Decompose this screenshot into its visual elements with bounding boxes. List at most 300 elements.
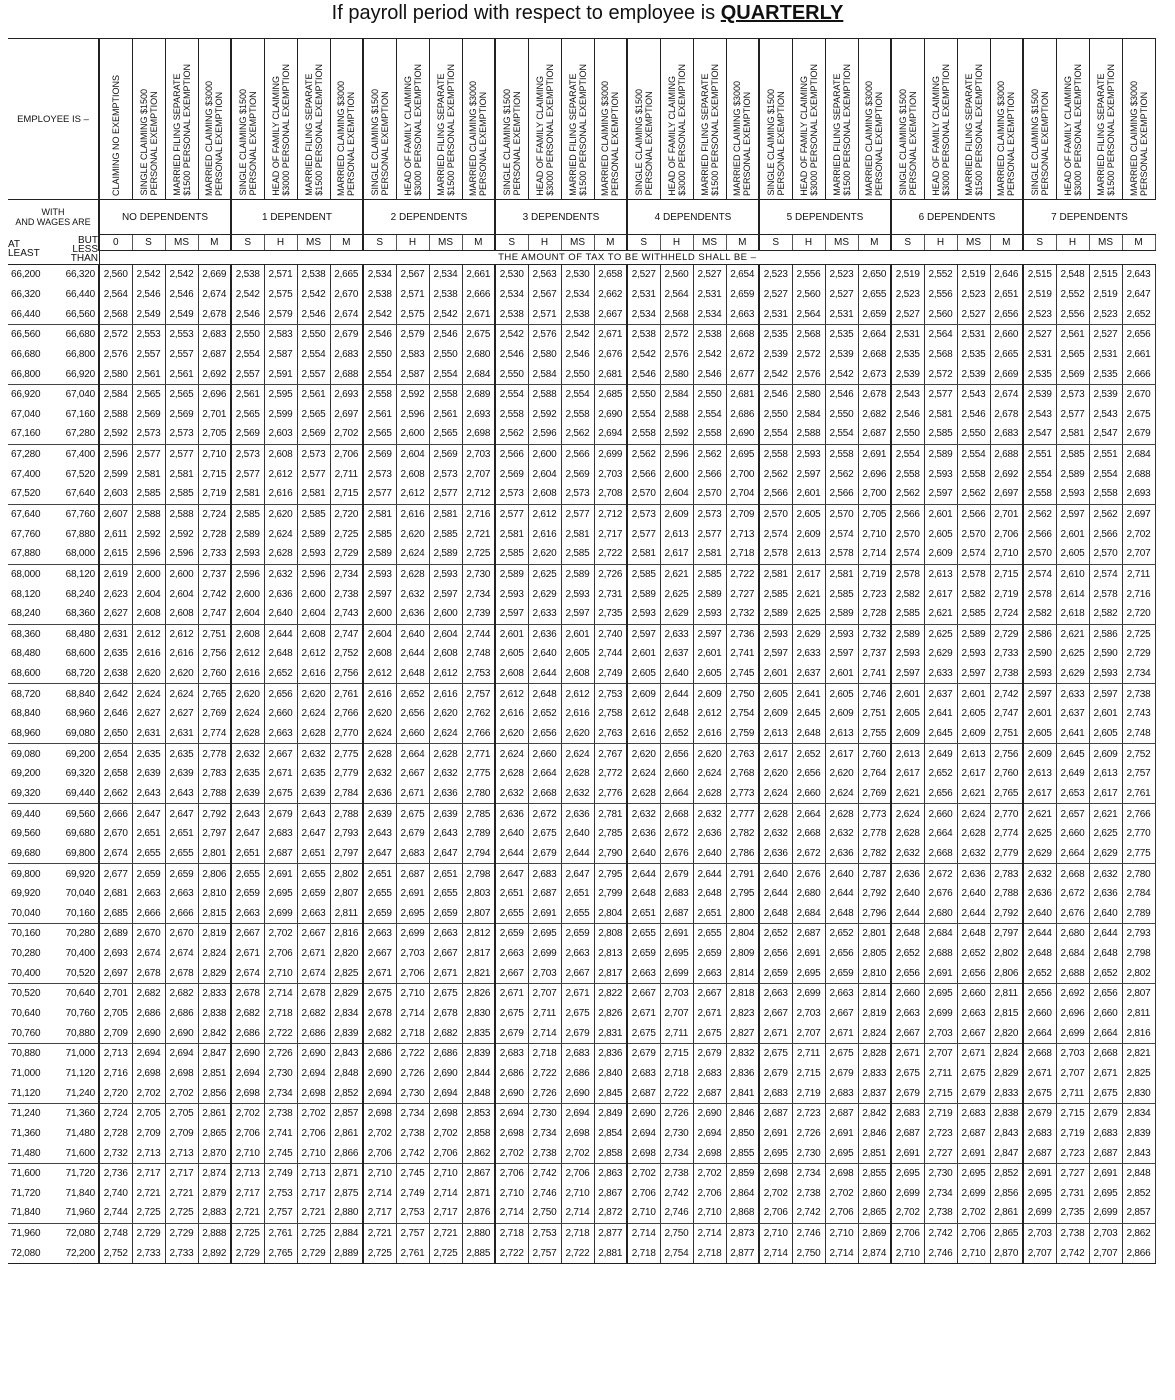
tax-amount-cell: 2,691 — [825, 1124, 858, 1144]
tax-amount-cell: 2,551 — [1089, 444, 1122, 464]
tax-amount-cell: 2,725 — [231, 1223, 264, 1243]
tax-amount-cell: 2,656 — [396, 704, 429, 724]
tax-amount-cell: 2,608 — [561, 664, 594, 684]
tax-amount-cell: 2,723 — [924, 1124, 957, 1144]
tax-amount-cell: 2,705 — [99, 1004, 132, 1024]
tax-amount-cell: 2,722 — [264, 1023, 297, 1043]
tax-amount-cell: 2,581 — [825, 564, 858, 584]
tax-amount-cell: 2,721 — [231, 1203, 264, 1223]
tax-amount-cell: 2,570 — [627, 484, 660, 504]
tax-amount-cell: 2,659 — [429, 904, 462, 924]
tax-amount-cell: 2,679 — [759, 1064, 792, 1084]
tax-amount-cell: 2,690 — [594, 404, 627, 424]
tax-amount-cell: 2,757 — [396, 1223, 429, 1243]
tax-amount-cell: 2,610 — [1056, 564, 1089, 584]
tax-amount-cell: 2,659 — [627, 944, 660, 964]
wage-but-less-than: 68,960 — [53, 704, 99, 724]
tax-amount-cell: 2,694 — [693, 1124, 726, 1144]
tax-amount-cell: 2,641 — [924, 704, 957, 724]
tax-amount-cell: 2,699 — [792, 984, 825, 1004]
tax-amount-cell: 2,880 — [330, 1203, 363, 1223]
tax-amount-cell: 2,589 — [957, 624, 990, 644]
tax-amount-cell: 2,593 — [297, 544, 330, 564]
tax-amount-cell: 2,785 — [594, 824, 627, 844]
wage-but-less-than: 66,680 — [53, 324, 99, 344]
tax-amount-cell: 2,608 — [363, 644, 396, 664]
wage-but-less-than: 71,240 — [53, 1083, 99, 1103]
tax-amount-cell: 2,667 — [957, 1023, 990, 1043]
tax-amount-cell: 2,797 — [330, 844, 363, 864]
tax-amount-cell: 2,624 — [561, 744, 594, 764]
tax-amount-cell: 2,616 — [165, 644, 198, 664]
tax-amount-cell: 2,708 — [594, 484, 627, 504]
tax-amount-cell: 2,671 — [825, 1023, 858, 1043]
wage-at-least: 66,320 — [11, 288, 41, 300]
wage-at-least: 69,200 — [11, 768, 41, 780]
tax-amount-cell: 2,880 — [462, 1223, 495, 1243]
tax-amount-cell: 2,738 — [396, 1124, 429, 1144]
tax-amount-cell: 2,743 — [1122, 704, 1155, 724]
tax-amount-cell: 2,761 — [330, 684, 363, 704]
tax-amount-cell: 2,698 — [165, 1064, 198, 1084]
tax-amount-cell: 2,558 — [1023, 484, 1056, 504]
tax-amount-cell: 2,597 — [693, 624, 726, 644]
tax-amount-cell: 2,707 — [1122, 544, 1155, 564]
tax-amount-cell: 2,605 — [957, 704, 990, 724]
tax-amount-cell: 2,523 — [825, 265, 858, 285]
wage-but-less-than: 66,920 — [53, 364, 99, 384]
tax-amount-cell: 2,573 — [693, 504, 726, 524]
tax-amount-cell: 2,561 — [363, 404, 396, 424]
tax-amount-cell: 2,836 — [726, 1064, 759, 1084]
tax-amount-cell: 2,678 — [990, 404, 1023, 424]
tax-amount-cell: 2,554 — [957, 444, 990, 464]
tax-amount-cell: 2,656 — [759, 944, 792, 964]
tax-amount-cell: 2,624 — [957, 804, 990, 824]
tax-amount-cell: 2,819 — [858, 1004, 891, 1024]
tax-amount-cell: 2,751 — [198, 624, 231, 644]
tax-amount-cell: 2,698 — [693, 1143, 726, 1163]
tax-amount-cell: 2,578 — [891, 564, 924, 584]
tax-amount-cell: 2,738 — [1056, 1223, 1089, 1243]
tax-amount-cell: 2,820 — [330, 944, 363, 964]
tax-amount-cell: 2,760 — [858, 744, 891, 764]
tax-amount-cell: 2,672 — [1056, 884, 1089, 904]
tax-amount-cell: 2,550 — [759, 404, 792, 424]
tax-amount-cell: 2,640 — [957, 884, 990, 904]
tax-amount-cell: 2,593 — [363, 564, 396, 584]
tax-amount-cell: 2,706 — [264, 944, 297, 964]
tax-amount-cell: 2,711 — [330, 464, 363, 484]
tax-amount-cell: 2,692 — [198, 364, 231, 384]
tax-amount-cell: 2,785 — [462, 804, 495, 824]
tax-amount-cell: 2,612 — [132, 624, 165, 644]
tax-amount-cell: 2,660 — [924, 804, 957, 824]
tax-amount-cell: 2,869 — [858, 1223, 891, 1243]
table-row — [8, 265, 1155, 285]
tax-amount-cell: 2,655 — [561, 904, 594, 924]
wage-at-least: 67,400 — [11, 468, 41, 480]
tax-amount-cell: 2,683 — [627, 1064, 660, 1084]
tax-amount-cell: 2,612 — [429, 664, 462, 684]
tax-amount-cell: 2,728 — [858, 604, 891, 624]
tax-amount-cell: 2,745 — [264, 1143, 297, 1163]
tax-amount-cell: 2,767 — [594, 744, 627, 764]
tax-amount-cell: 2,732 — [99, 1143, 132, 1163]
tax-amount-cell: 2,674 — [990, 384, 1023, 404]
tax-amount-cell: 2,848 — [462, 1083, 495, 1103]
wage-but-less-than: 67,160 — [53, 404, 99, 424]
tax-amount-cell: 2,632 — [627, 804, 660, 824]
tax-amount-cell: 2,734 — [1122, 664, 1155, 684]
tax-amount-cell: 2,710 — [561, 1183, 594, 1203]
tax-amount-cell: 2,624 — [627, 764, 660, 784]
tax-amount-cell: 2,543 — [1023, 404, 1056, 424]
tax-amount-cell: 2,601 — [957, 684, 990, 704]
column-code: MS — [825, 235, 858, 251]
tax-amount-cell: 2,625 — [1056, 644, 1089, 664]
tax-amount-cell: 2,644 — [693, 864, 726, 884]
tax-amount-cell: 2,535 — [825, 324, 858, 344]
tax-amount-cell: 2,742 — [660, 1183, 693, 1203]
tax-amount-cell: 2,571 — [264, 265, 297, 285]
tax-amount-cell: 2,738 — [330, 584, 363, 604]
tax-amount-cell: 2,527 — [759, 285, 792, 305]
tax-amount-cell: 2,577 — [924, 384, 957, 404]
tax-amount-cell: 2,765 — [990, 784, 1023, 804]
tax-amount-cell: 2,593 — [792, 444, 825, 464]
title-prefix: If payroll period with respect to employee is — [331, 2, 721, 24]
tax-amount-cell: 2,678 — [165, 963, 198, 983]
tax-amount-cell: 2,640 — [1023, 904, 1056, 924]
tax-amount-cell: 2,613 — [825, 724, 858, 744]
tax-amount-cell: 2,625 — [792, 604, 825, 624]
column-code: H — [792, 235, 825, 251]
column-code: S — [759, 235, 792, 251]
tax-amount-cell: 2,535 — [1023, 364, 1056, 384]
tax-amount-cell: 2,707 — [660, 1004, 693, 1024]
tax-amount-cell: 2,686 — [297, 1023, 330, 1043]
tax-amount-cell: 2,561 — [132, 364, 165, 384]
tax-amount-cell: 2,534 — [363, 265, 396, 285]
tax-amount-cell: 2,632 — [957, 844, 990, 864]
tax-amount-cell: 2,703 — [924, 1023, 957, 1043]
tax-amount-cell: 2,684 — [792, 904, 825, 924]
tax-amount-cell: 2,600 — [429, 604, 462, 624]
tax-amount-cell: 2,714 — [429, 1183, 462, 1203]
tax-amount-cell: 2,722 — [495, 1243, 528, 1263]
tax-amount-cell: 2,861 — [330, 1124, 363, 1144]
wage-but-less-than: 71,720 — [53, 1163, 99, 1183]
tax-amount-cell: 2,722 — [594, 544, 627, 564]
tax-amount-cell: 2,613 — [792, 544, 825, 564]
tax-amount-cell: 2,709 — [132, 1124, 165, 1144]
tax-amount-cell: 2,643 — [363, 824, 396, 844]
tax-amount-cell: 2,621 — [792, 584, 825, 604]
column-header-3dep-ms — [561, 39, 594, 200]
tax-amount-cell: 2,628 — [297, 724, 330, 744]
tax-amount-cell: 2,664 — [396, 744, 429, 764]
tax-amount-cell: 2,648 — [792, 724, 825, 744]
column-header-label: SINGLE CLAIMING $1500 PERSONAL EXEMPTION — [765, 89, 786, 196]
column-code: H — [396, 235, 429, 251]
tax-amount-cell: 2,793 — [330, 824, 363, 844]
tax-amount-cell: 2,620 — [363, 704, 396, 724]
tax-amount-cell: 2,743 — [330, 604, 363, 624]
table-row — [8, 285, 1155, 305]
tax-amount-cell: 2,702 — [825, 1183, 858, 1203]
tax-amount-cell: 2,660 — [1056, 824, 1089, 844]
tax-amount-cell: 2,697 — [1122, 504, 1155, 524]
tax-amount-cell: 2,698 — [825, 1163, 858, 1183]
column-header-label: MARRIED CLAIMING $3000 PERSONAL EXEMPTION — [864, 80, 885, 196]
tax-amount-cell: 2,621 — [1056, 624, 1089, 644]
tax-amount-cell: 2,659 — [165, 864, 198, 884]
tax-amount-cell: 2,788 — [990, 884, 1023, 904]
tax-amount-cell: 2,685 — [594, 384, 627, 404]
tax-amount-cell: 2,648 — [759, 904, 792, 924]
tax-amount-cell: 2,558 — [1089, 484, 1122, 504]
tax-amount-cell: 2,700 — [858, 484, 891, 504]
tax-amount-cell: 2,748 — [99, 1223, 132, 1243]
tax-amount-cell: 2,539 — [759, 345, 792, 365]
tax-amount-cell: 2,849 — [594, 1103, 627, 1123]
tax-amount-cell: 2,651 — [132, 824, 165, 844]
tax-amount-cell: 2,560 — [924, 304, 957, 324]
wage-but-less-than: 66,560 — [53, 304, 99, 324]
tax-amount-cell: 2,695 — [1089, 1183, 1122, 1203]
tax-amount-cell: 2,573 — [363, 464, 396, 484]
tax-amount-cell: 2,680 — [792, 884, 825, 904]
tax-amount-cell: 2,810 — [198, 884, 231, 904]
tax-amount-cell: 2,711 — [792, 1043, 825, 1063]
tax-amount-cell: 2,547 — [1089, 424, 1122, 444]
tax-amount-cell: 2,554 — [1023, 464, 1056, 484]
wage-at-least: 70,040 — [8, 904, 53, 924]
tax-amount-cell: 2,601 — [693, 644, 726, 664]
tax-amount-cell: 2,714 — [396, 1004, 429, 1024]
tax-amount-cell: 2,542 — [165, 265, 198, 285]
tax-amount-cell: 2,655 — [627, 924, 660, 944]
tax-amount-cell: 2,825 — [330, 963, 363, 983]
tax-amount-cell: 2,560 — [660, 265, 693, 285]
tax-amount-cell: 2,718 — [528, 1043, 561, 1063]
tax-amount-cell: 2,593 — [627, 604, 660, 624]
tax-amount-cell: 2,691 — [858, 444, 891, 464]
tax-amount-cell: 2,628 — [759, 804, 792, 824]
tax-amount-cell: 2,585 — [165, 484, 198, 504]
tax-amount-cell: 2,706 — [429, 1143, 462, 1163]
tax-amount-cell: 2,801 — [858, 924, 891, 944]
tax-amount-cell: 2,580 — [792, 384, 825, 404]
table-row — [8, 924, 1155, 944]
table-row — [8, 904, 1155, 924]
tax-amount-cell: 2,725 — [462, 544, 495, 564]
tax-amount-cell: 2,565 — [165, 384, 198, 404]
tax-amount-cell: 2,754 — [726, 704, 759, 724]
tax-amount-cell: 2,710 — [396, 984, 429, 1004]
tax-amount-cell: 2,612 — [528, 504, 561, 524]
tax-amount-cell: 2,671 — [396, 784, 429, 804]
tax-amount-cell: 2,676 — [594, 345, 627, 365]
tax-amount-cell: 2,819 — [198, 924, 231, 944]
column-code: MS — [561, 235, 594, 251]
tax-amount-cell: 2,568 — [99, 304, 132, 324]
tax-amount-cell: 2,659 — [495, 924, 528, 944]
column-header-6dep-h — [924, 39, 957, 200]
tax-amount-cell: 2,612 — [561, 684, 594, 704]
tax-amount-cell: 2,679 — [528, 844, 561, 864]
tax-amount-cell: 2,730 — [792, 1143, 825, 1163]
tax-amount-cell: 2,779 — [330, 764, 363, 784]
tax-amount-cell: 2,725 — [330, 524, 363, 544]
tax-amount-cell: 2,738 — [264, 1103, 297, 1123]
tax-amount-cell: 2,636 — [1089, 884, 1122, 904]
tax-amount-cell: 2,566 — [1023, 524, 1056, 544]
column-header-label: SINGLE CLAIMING $1500 PERSONAL EXEMPTION — [633, 89, 654, 196]
wage-at-least: 69,440 — [11, 808, 41, 820]
tax-amount-cell: 2,701 — [99, 984, 132, 1004]
tax-amount-cell: 2,595 — [264, 384, 297, 404]
tax-amount-cell: 2,600 — [132, 564, 165, 584]
tax-amount-cell: 2,717 — [594, 524, 627, 544]
tax-amount-cell: 2,542 — [693, 345, 726, 365]
tax-amount-cell: 2,725 — [132, 1203, 165, 1223]
tax-amount-cell: 2,683 — [759, 1083, 792, 1103]
tax-amount-cell: 2,707 — [792, 1023, 825, 1043]
tax-amount-cell: 2,683 — [891, 1103, 924, 1123]
tax-amount-cell: 2,718 — [561, 1223, 594, 1243]
tax-amount-cell: 2,556 — [924, 285, 957, 305]
tax-amount-cell: 2,664 — [660, 784, 693, 804]
tax-amount-cell: 2,624 — [429, 724, 462, 744]
tax-amount-cell: 2,663 — [231, 904, 264, 924]
tax-amount-cell: 2,719 — [792, 1083, 825, 1103]
tax-amount-cell: 2,605 — [1089, 724, 1122, 744]
tax-amount-cell: 2,659 — [561, 924, 594, 944]
tax-amount-cell: 2,604 — [231, 604, 264, 624]
column-code: MS — [165, 235, 198, 251]
tax-amount-cell: 2,723 — [858, 584, 891, 604]
tax-amount-cell: 2,656 — [1122, 324, 1155, 344]
tax-amount-cell: 2,654 — [726, 265, 759, 285]
tax-amount-cell: 2,774 — [198, 724, 231, 744]
tax-amount-cell: 2,581 — [297, 484, 330, 504]
tax-amount-cell: 2,734 — [924, 1183, 957, 1203]
tax-amount-cell: 2,713 — [132, 1143, 165, 1163]
tax-amount-cell: 2,643 — [429, 824, 462, 844]
tax-amount-cell: 2,810 — [858, 963, 891, 983]
tax-amount-cell: 2,640 — [891, 884, 924, 904]
tax-amount-cell: 2,710 — [363, 1163, 396, 1183]
tax-amount-cell: 2,628 — [363, 744, 396, 764]
table-row — [8, 345, 1155, 365]
tax-amount-cell: 2,631 — [165, 724, 198, 744]
column-code: H — [1056, 235, 1089, 251]
tax-amount-cell: 2,554 — [561, 384, 594, 404]
tax-amount-cell: 2,730 — [528, 1103, 561, 1123]
tax-amount-cell: 2,589 — [627, 584, 660, 604]
tax-amount-cell: 2,822 — [594, 984, 627, 1004]
tax-amount-cell: 2,805 — [858, 944, 891, 964]
tax-amount-cell: 2,562 — [759, 464, 792, 484]
tax-amount-cell: 2,737 — [198, 564, 231, 584]
tax-amount-cell: 2,616 — [264, 484, 297, 504]
tax-amount-cell: 2,550 — [231, 324, 264, 344]
tax-amount-cell: 2,690 — [363, 1064, 396, 1084]
tax-amount-cell: 2,848 — [330, 1064, 363, 1084]
tax-amount-cell: 2,851 — [858, 1143, 891, 1163]
tax-amount-cell: 2,589 — [693, 584, 726, 604]
tax-amount-cell: 2,782 — [858, 844, 891, 864]
tax-amount-cell: 2,699 — [528, 944, 561, 964]
tax-amount-cell: 2,573 — [165, 424, 198, 444]
tax-amount-cell: 2,671 — [297, 944, 330, 964]
tax-amount-cell: 2,597 — [429, 584, 462, 604]
tax-amount-cell: 2,683 — [825, 1083, 858, 1103]
tax-amount-cell: 2,593 — [759, 624, 792, 644]
tax-amount-cell: 2,678 — [231, 984, 264, 1004]
tax-amount-cell: 2,693 — [1122, 484, 1155, 504]
tax-amount-cell: 2,770 — [990, 804, 1023, 824]
tax-amount-cell: 2,715 — [792, 1064, 825, 1084]
tax-amount-cell: 2,603 — [264, 424, 297, 444]
column-header-none-s — [132, 39, 165, 200]
tax-amount-cell: 2,580 — [99, 364, 132, 384]
tax-amount-cell: 2,703 — [594, 464, 627, 484]
tax-amount-cell: 2,530 — [495, 265, 528, 285]
tax-amount-cell: 2,883 — [198, 1203, 231, 1223]
tax-amount-cell: 2,705 — [165, 1103, 198, 1123]
table-row — [8, 884, 1155, 904]
tax-amount-cell: 2,738 — [660, 1163, 693, 1183]
tax-amount-cell: 2,694 — [627, 1124, 660, 1144]
tax-amount-cell: 2,829 — [990, 1064, 1023, 1084]
tax-amount-cell: 2,581 — [924, 404, 957, 424]
tax-amount-cell: 2,619 — [99, 564, 132, 584]
tax-amount-cell: 2,652 — [264, 664, 297, 684]
tax-amount-cell: 2,617 — [660, 544, 693, 564]
tax-amount-cell: 2,706 — [990, 524, 1023, 544]
tax-amount-cell: 2,704 — [726, 484, 759, 504]
tax-amount-cell: 2,691 — [1023, 1163, 1056, 1183]
tax-amount-cell: 2,865 — [990, 1223, 1023, 1243]
tax-amount-cell: 2,624 — [693, 764, 726, 784]
tax-amount-cell: 2,612 — [264, 464, 297, 484]
tax-amount-cell: 2,588 — [99, 404, 132, 424]
tax-amount-cell: 2,550 — [891, 424, 924, 444]
tax-amount-cell: 2,652 — [528, 704, 561, 724]
tax-amount-cell: 2,694 — [594, 424, 627, 444]
tax-amount-cell: 2,770 — [330, 724, 363, 744]
table-row — [8, 564, 1155, 584]
wage-but-less-than: 66,800 — [53, 345, 99, 365]
tax-amount-cell: 2,523 — [759, 265, 792, 285]
tax-amount-cell: 2,655 — [858, 285, 891, 305]
tax-amount-cell: 2,668 — [528, 784, 561, 804]
table-row — [8, 1023, 1155, 1043]
tax-amount-cell: 2,613 — [1089, 764, 1122, 784]
tax-amount-cell: 2,679 — [891, 1083, 924, 1103]
tax-amount-cell: 2,562 — [891, 484, 924, 504]
tax-amount-cell: 2,565 — [363, 424, 396, 444]
tax-amount-cell: 2,710 — [693, 1203, 726, 1223]
tax-amount-cell: 2,865 — [858, 1203, 891, 1223]
tax-amount-cell: 2,684 — [924, 924, 957, 944]
tax-amount-cell: 2,846 — [726, 1103, 759, 1123]
tax-amount-cell: 2,538 — [231, 265, 264, 285]
tax-amount-cell: 2,831 — [594, 1023, 627, 1043]
